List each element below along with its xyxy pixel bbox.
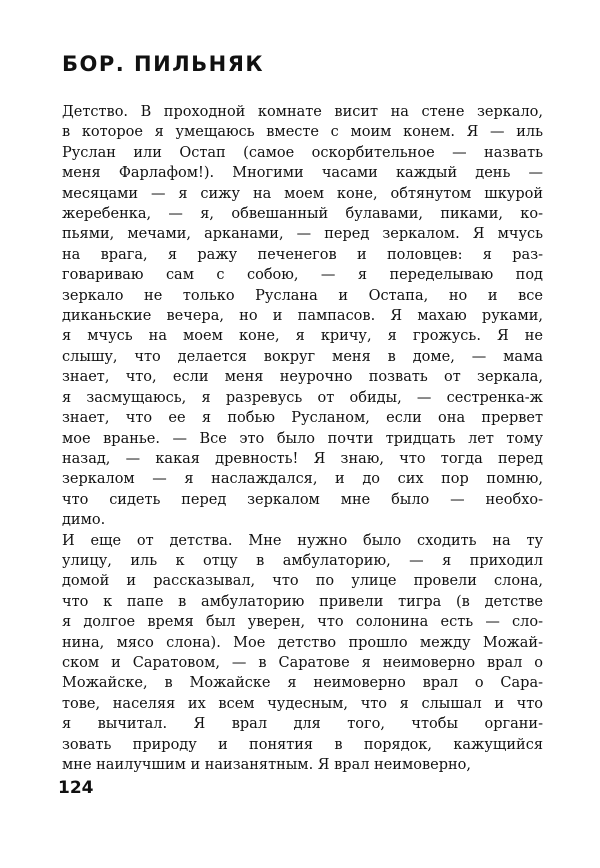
text-line: Можайске, в Можайске я неимоверно врал о Сара- bbox=[62, 675, 543, 692]
text-line: пьями, мечами, арканами, — перед зеркалом. Я мчусь bbox=[62, 226, 543, 243]
text-line: мне наилучшим и наизанятным. Я врал неимоверно, bbox=[62, 757, 471, 773]
text-line: жеребенка, — я, обвешанный булавами, пиками, ко- bbox=[62, 206, 543, 223]
text-line: димо. bbox=[62, 512, 106, 529]
text-line: в которое я умещаюсь вместе с моим конем. Я — иль bbox=[62, 124, 543, 141]
text-line: знает, что, если меня неурочно позвать от зеркала, bbox=[62, 369, 543, 386]
text-line: я долгое время был уверен, что солонина есть — сло- bbox=[62, 614, 543, 631]
text-line: я засмущаюсь, я разревусь от обиды, — сестренка-ж bbox=[62, 389, 543, 406]
text-line: ском и Саратовом, — в Саратове я неимоверно врал о bbox=[62, 654, 543, 671]
text-line: слышу, что делается вокруг меня в доме, — мама bbox=[62, 348, 543, 365]
text-line: тове, населяя их всем чудесным, что я слышал и что bbox=[62, 695, 543, 712]
text-line: мое вранье. — Все это было почти тридцать лет тому bbox=[62, 430, 543, 447]
text-line: Руслан или Остап (самое оскорбительное — назвать bbox=[62, 144, 543, 161]
text-line: зеркало не только Руслана и Остапа, но и все bbox=[62, 287, 543, 304]
text-line: домой и рассказывал, что по улице провели слона, bbox=[62, 573, 543, 590]
text-line: меня Фарлафом!). Многими часами каждый день — bbox=[62, 165, 543, 182]
text-line: И еще от детства. Мне нужно было сходить на ту bbox=[62, 532, 543, 549]
text-line: я вычитал. Я врал для того, чтобы органи- bbox=[62, 716, 543, 733]
text-line: Детство. В проходной комнате висит на стене зеркало, bbox=[62, 104, 543, 120]
text-line: на врага, я ражу печенегов и половцев: я раз- bbox=[62, 246, 543, 263]
text-line: что к папе в амбулаторию привели тигра (в детстве bbox=[62, 593, 543, 610]
text-line: нина, мясо слона). Мое детство прошло между Можай- bbox=[62, 634, 543, 651]
text-line: диканьские вечера, но и пампасов. Я махаю руками, bbox=[62, 308, 543, 325]
text-line: назад, — какая древность! Я знаю, что тогда перед bbox=[62, 450, 543, 467]
text-line: говариваю сам с собою, — я переделываю под bbox=[62, 267, 543, 284]
body-text bbox=[62, 102, 543, 775]
text-line: что сидеть перед зеркалом мне было — необхо- bbox=[62, 491, 543, 508]
text-line: зеркалом — я наслаждался, и до сих пор помню, bbox=[62, 471, 543, 488]
page-number: 124 bbox=[58, 778, 94, 798]
text-line: знает, что ее я побью Русланом, если она прервет bbox=[62, 410, 543, 427]
text-line: я мчусь на моем коне, я кричу, я грожусь. Я не bbox=[62, 328, 543, 345]
author-header: БОР. ПИЛЬНЯК bbox=[62, 52, 265, 76]
text-line: улицу, иль к отцу в амбулаторию, — я приходил bbox=[62, 552, 543, 569]
text-line: зовать природу и понятия в порядок, кажущийся bbox=[62, 736, 543, 753]
text-line: месяцами — я сижу на моем коне, обтянутом шкурой bbox=[62, 185, 543, 202]
